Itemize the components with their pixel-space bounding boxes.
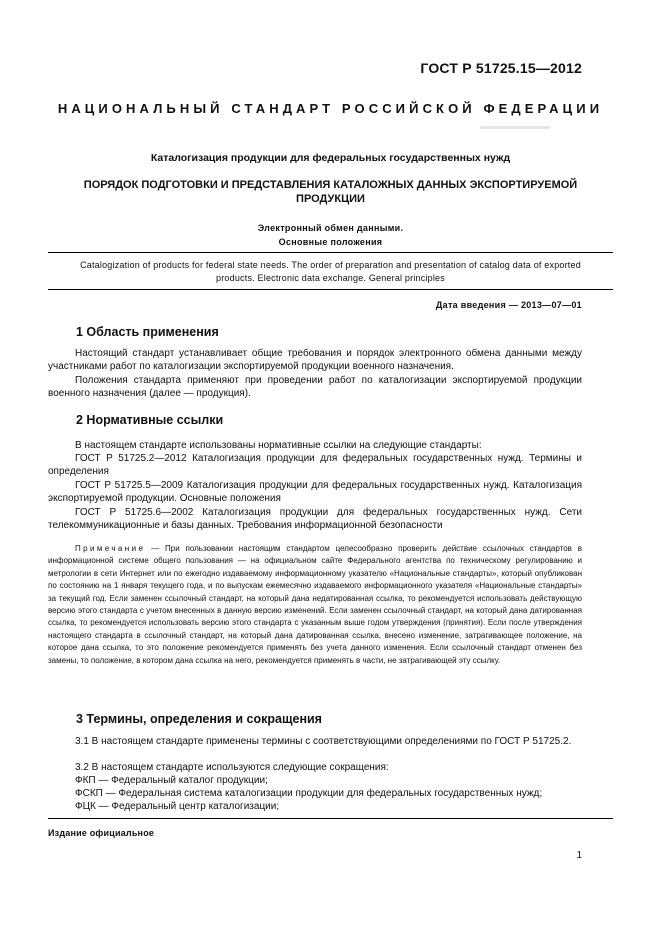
scan-smudge: [480, 126, 550, 129]
main-title: [48, 178, 613, 206]
section-2-heading: 2 Нормативные ссылки: [76, 413, 224, 427]
section-3-paragraph-2: 3.2 В настоящем стандарте используются следующие сокращения:: [75, 762, 389, 773]
note-text: — При пользовании настоящим стандартом целесообразно проверить действие ссылочных стандартов в информационной системе общего пользования — на официальном сайте Федерального агентства по техническому регулированию и метрологии в сети Интернет или по ежегодно издаваемому информационному указателю «Национальные стандарты», который опубликован по состоянию на 1 января текущего года, и по выпускам ежемесячно издаваемого информационного указателя «Национальные стандарты» за текущий год. Если заменен ссылочный стандарт, на который дана недатированная ссылка, то рекомендуется использовать действующую версию этого стандарта с учетом внесенных в данную версию изменений. Если заменен ссылочный стандарт, на который дана датированная ссылка, то рекомендуется использовать версию этого стандарта с указанным выше годом утверждения (принятия). Если после утверждения настоящего стандарта в ссылочный стандарт, на который дана датированная ссылка, внесено изменение, затрагивающее положение, на которое дана ссылка, то это положение рекомендуется применять без учета данного изменения. Если ссылочный стандарт отменен без замены, то положение, в котором дана ссылка на него, рекомендуется применять в части, не затрагивающей эту ссылку.: [48, 544, 582, 665]
section-1-paragraph-2: Положения стандарта применяют при проведении работ по каталогизации экспортируемой продукции военного назначения (далее — продукция).: [48, 375, 582, 400]
page-number: 1: [576, 850, 582, 861]
main-title-line-2: ПРОДУКЦИИ: [296, 193, 365, 205]
reference-gost-51725-6: ГОСТ Р 51725.6—2002 Каталогизация продукции для федеральных государственных нужд. Сети телекоммуникационные и базы данных. Требования информационной безопасности: [48, 507, 582, 532]
official-edition-label: Издание официальное: [48, 828, 155, 838]
note-label: Примечание: [75, 544, 146, 553]
main-title-line-1: ПОРЯДОК ПОДГОТОВКИ И ПРЕДСТАВЛЕНИЯ КАТАЛОЖНЫХ ДАННЫХ ЭКСПОРТИРУЕМОЙ: [83, 179, 578, 191]
note-paragraph: [48, 543, 582, 667]
footer-rule: [48, 818, 613, 819]
english-title-line-2: products. Electronic data exchange. General principles: [216, 273, 445, 283]
section-3-paragraph-1: 3.1 В настоящем стандарте применены термины с соответствующими определениями по ГОСТ Р 51725.2.: [75, 736, 572, 747]
title-rule-top: [48, 252, 613, 253]
sub-title-line-1: Электронный обмен данными.: [257, 223, 404, 233]
sub-title-line-2: Основные положения: [278, 237, 383, 247]
abbreviation-fkp: ФКП — Федеральный каталог продукции;: [75, 775, 268, 786]
section-2-paragraph-1: В настоящем стандарте использованы нормативные ссылки на следующие стандарты:: [75, 440, 482, 451]
abbreviation-fskp: ФСКП — Федеральная система каталогизации продукции для федеральных государственных нужд;: [75, 788, 543, 799]
english-title-line-1: Catalogization of products for federal state needs. The order of preparation and presentation of catalog data of exported: [80, 260, 581, 270]
section-1-heading: 1 Область применения: [76, 325, 219, 339]
abbreviation-fck: ФЦК — Федеральный центр каталогизации;: [75, 801, 280, 812]
english-title: [48, 259, 613, 285]
reference-gost-51725-5: ГОСТ Р 51725.5—2009 Каталогизация продукции для федеральных государственных нужд. Каталогизация экспортируемой продукции. Основные положения: [48, 480, 582, 505]
standard-name-heading: НАЦИОНАЛЬНЫЙ СТАНДАРТ РОССИЙСКОЙ ФЕДЕРАЦИИ: [57, 101, 604, 116]
section-3-heading: 3 Термины, определения и сокращения: [76, 712, 322, 726]
title-rule-bottom: [48, 289, 613, 290]
category-title: Каталогизация продукции для федеральных государственных нужд: [150, 152, 511, 164]
reference-gost-51725-2: ГОСТ Р 51725.2—2012 Каталогизация продукции для федеральных государственных нужд. Термины и определения: [48, 453, 582, 478]
introduction-date: Дата введения — 2013—07—01: [435, 300, 582, 310]
section-1-paragraph-1: Настоящий стандарт устанавливает общие требования и порядок электронного обмена данными между участниками работ по каталогизации экспортируемой продукции военного назначения.: [48, 348, 582, 373]
document-code: ГОСТ Р 51725.15—2012: [420, 60, 582, 76]
sub-title: [48, 221, 613, 249]
